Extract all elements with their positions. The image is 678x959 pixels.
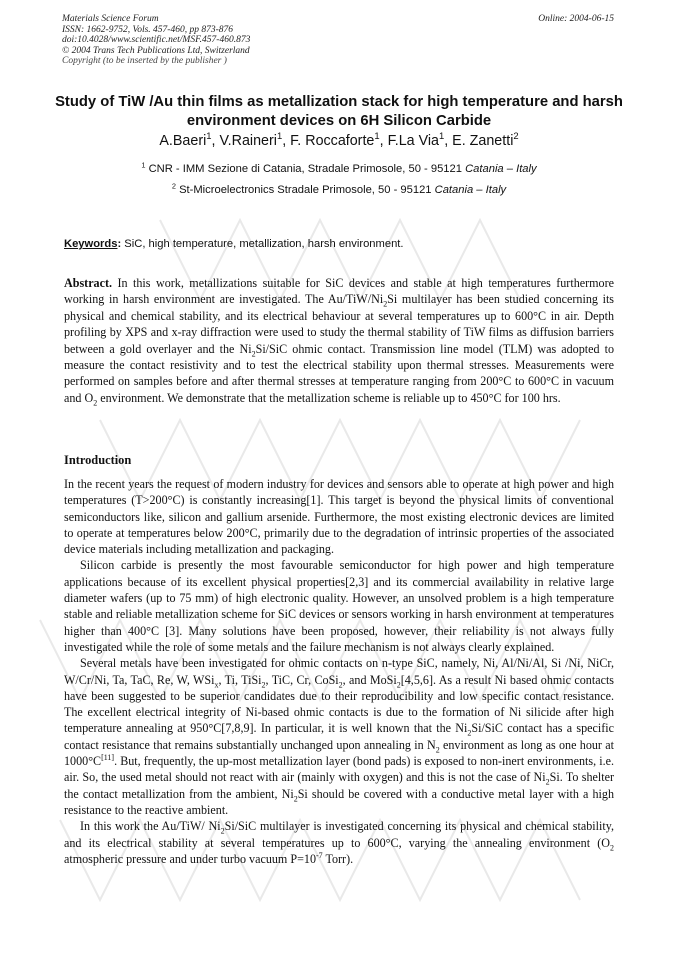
subscript: 2 (261, 679, 266, 689)
keywords-text: SiC, high temperature, metallization, harsh environment. (121, 238, 404, 250)
affiliation-1-text: CNR - IMM Sezione di Catania, Stradale Primosole, 50 - 95121 (148, 163, 466, 175)
text: Si/SiC contact has a specific contact resistance that remains substantially unchanged upon annealing in N (64, 721, 614, 752)
abstract-paragraph (64, 275, 614, 406)
subscript: 2 (435, 745, 440, 755)
affiliation-2-number: 2 (171, 181, 176, 191)
author-4-affil: 1 (438, 130, 445, 142)
exponent-superscript: -7 (316, 850, 323, 860)
author-5-affil: 2 (513, 130, 519, 142)
copyright-placeholder: Copyright (to be inserted by the publisher ) (62, 56, 227, 66)
introduction-body (64, 476, 614, 867)
subscript: 2 (220, 826, 225, 836)
paper-title: Study of TiW /Au thin films as metallization stack for high temperature and harsh environment devices on 6H Silicon Carbide (55, 94, 623, 129)
text: , Ti, TiSi (218, 672, 262, 687)
author-3: , F. Roccaforte (282, 133, 375, 149)
keywords-line (64, 238, 404, 250)
abstract-text: Si/SiC ohmic contact. Transmission line model (TLM) was adopted to measure the contact resistivity and to test the electrical stability upon thermal stresses. Measurements were performed on samples before and after thermal stresses at temperature ranging from 200°C to 600°C in vacuum and O (64, 341, 615, 405)
subscript: 2 (293, 794, 298, 804)
author-1-affil: 1 (206, 130, 212, 142)
intro-paragraph-4 (64, 818, 614, 867)
keywords-label: Keywords (64, 238, 118, 250)
affiliation-1-city: Catania – Italy (465, 163, 537, 175)
copyright-line: © 2004 Trans Tech Publications Ltd, Switzerland (62, 45, 250, 56)
citation-superscript: [11] (101, 753, 115, 763)
affiliation-1 (40, 160, 638, 175)
online-date: Online: 2004-06-15 (538, 14, 614, 24)
text: atmospheric pressure and under turbo vacuum P=10 (64, 851, 316, 866)
intro-paragraph-2: Silicon carbide is presently the most favourable semiconductor for high power and high temperature applications because of its excellent physical properties[2,3] and its commercial availability in relative large diameter wafers (up to 75 mm) of high electronic quality. However, an unsolved problem is a high temperature stable and reliable metallization scheme for SiC devices or sensors working in harsh environment at temperatures higher than 400°C [3]. Many solutions have been proposed, however, their reliability is not always fully investigated while the role of some metals and the failure mechanism is not always clearly explained. (64, 558, 614, 654)
intro-paragraph-1: In the recent years the request of modern industry for devices and sensors able to operate at high power and high temperatures (T>200°C) is constantly increasing[1]. This target is beyond the physical limits of conventional semiconductors like, silicon and gallium arsenide. Furthermore, the most existing electronic devices are limited to operate at temperatures below 200°C, primarily due to the degradation of intrinsic properties of the associated device materials including metallization and packaging. (64, 477, 614, 557)
text: In this work the Au/TiW/ Ni (80, 819, 221, 834)
subscript: 2 (545, 777, 550, 787)
author-5: , E. Zanetti (444, 133, 514, 149)
text: Torr). (322, 851, 354, 866)
affiliation-1-number: 1 (141, 160, 146, 170)
subscript: 2 (467, 728, 472, 738)
text: Si/SiC multilayer is investigated concerning its physical and chemical stability, and its electrical stability at several temperatures up to 600°C, varying the annealing environment (O (64, 819, 614, 850)
text: , TiC, Cr, CoSi (265, 672, 339, 687)
text: . But, frequently, the up-most metallization layer (bond pads) is exposed to non-inert environments, i.e. air. So, the used metal should not react with air (mainly with oxygen) and this is not the case of Ni (64, 754, 614, 785)
author-4: , F.La Via (379, 133, 439, 149)
publication-header (62, 14, 250, 67)
journal-name: Materials Science Forum (62, 14, 159, 24)
subscript: 2 (383, 299, 388, 309)
affiliation-2-city: Catania – Italy (434, 184, 507, 196)
author-1: A.Baeri (159, 133, 207, 149)
subscript: 2 (610, 842, 614, 852)
author-2: , V.Raineri (211, 133, 277, 149)
subscript: 2 (338, 679, 343, 689)
text: Si. To shelter the contact metallization from the ambient, Ni (64, 770, 614, 801)
issn-line: ISSN: 1662-9752, Vols. 457-460, pp 873-876 (62, 24, 233, 35)
affiliation-2-text: St-Microelectronics Stradale Primosole, 50 - 95121 (179, 184, 435, 196)
intro-paragraph-3 (64, 655, 614, 818)
text: environment as long as one hour at 1000°C (64, 737, 614, 769)
text: , and MoSi (342, 672, 397, 687)
abstract-text: In this work, metallizations suitable for SiC devices and stable at high temperatures furthermore working in harsh environment are investigated. The Au/TiW/Ni (64, 276, 614, 307)
abstract-text: Si multilayer has been studied concerning its physical and chemical stability, and its electrical behaviour at several temperatures up to 600°C in air. Depth profiling by XPS and x-ray diffraction were used to study the thermal stability of TiW films as diffusion barriers between a gold overlayer and the Ni (64, 292, 615, 356)
subscript: x (214, 679, 219, 689)
text: [4,5,6]. As a result Ni based ohmic contacts have been suggested to be superior candidates due to their reproducibility and low specific contact resistance. The excellent electrical integrity of Ni-based ohmic contacts is due to the formation of Ni silicide after high temperature annealing at 950°C[7,8,9]. In particular, it is well known that the Ni (64, 672, 615, 736)
subscript: 2 (251, 349, 256, 359)
text: Si should be covered with a conductive metal layer with a high resistance to the reactive ambient. (64, 786, 614, 817)
text: Several metals have been investigated for ohmic contacts on n-type SiC, namely, Ni, Al/Ni/Al, Si /Ni, NiCr, W/Cr/Ni, Ta, TaC, Re, W, WSi (64, 656, 614, 687)
subscript: 2 (93, 398, 98, 408)
section-heading-introduction: Introduction (64, 453, 132, 467)
abstract-label: Abstract. (64, 276, 113, 290)
author-2-affil: 1 (276, 130, 283, 142)
affiliation-2 (40, 181, 638, 196)
abstract-text: environment. We demonstrate that the metallization scheme is reliable up to 450°C for 100 hrs. (97, 390, 561, 405)
keywords-colon: : (117, 238, 122, 250)
doi-line: doi:10.4028/www.scientific.net/MSF.457-460.873 (62, 35, 251, 45)
author-list (40, 130, 638, 149)
subscript: 2 (396, 679, 401, 689)
author-3-affil: 1 (374, 130, 380, 142)
